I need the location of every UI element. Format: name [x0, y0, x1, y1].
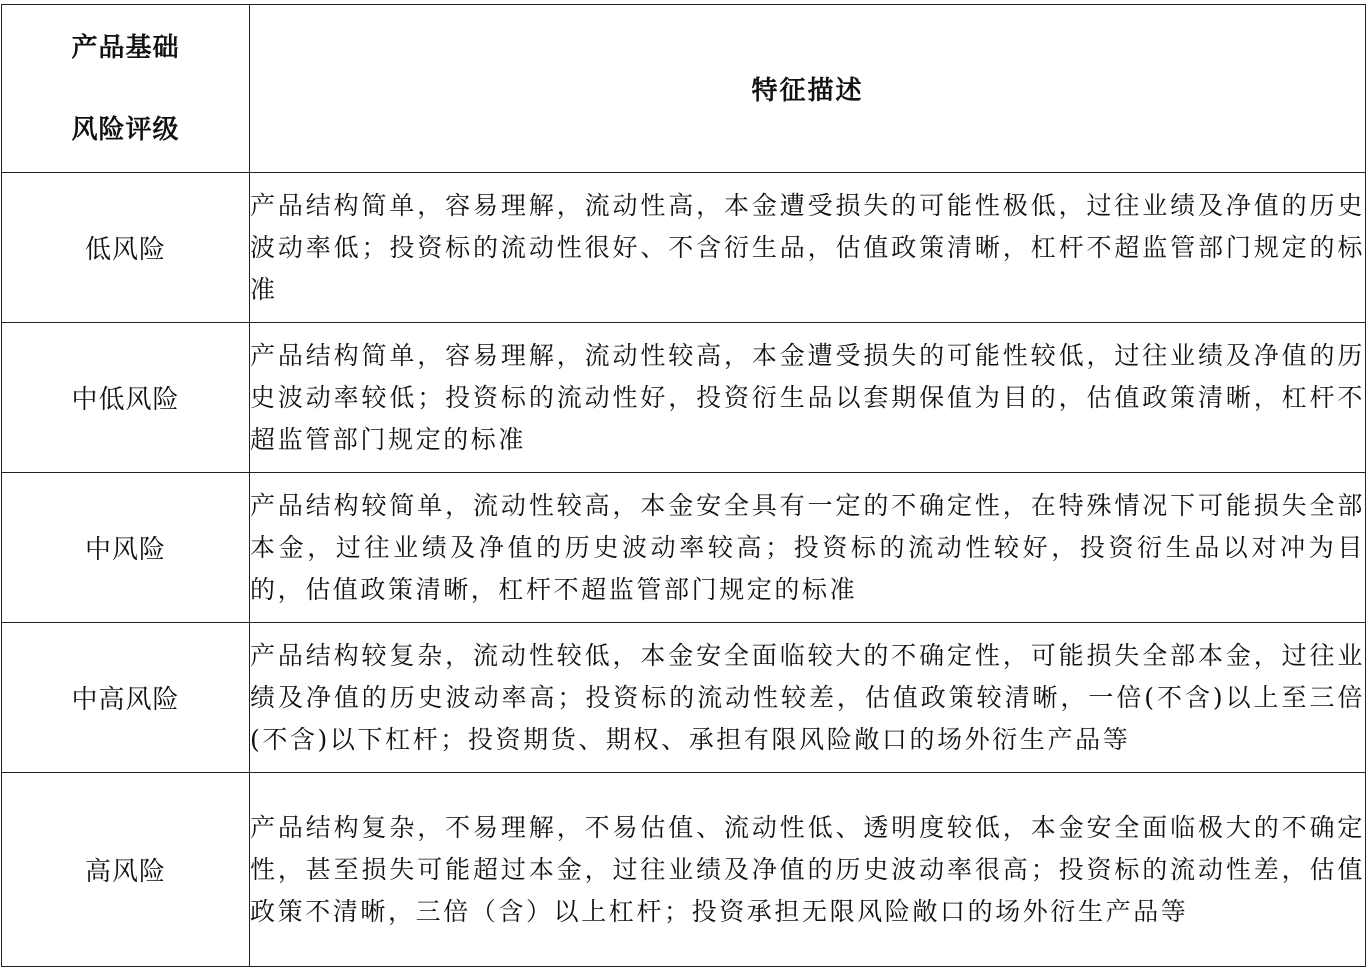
table-row-low-risk — [2, 173, 1366, 323]
risk-level-cell: 中高风险 — [2, 623, 250, 773]
table-header-row — [2, 5, 1366, 173]
risk-description-cell: 产品结构简单，容易理解，流动性高，本金遭受损失的可能性极低，过往业绩及净值的历史波动率低；投资标的流动性很好、不含衍生品，估值政策清晰，杠杆不超监管部门规定的标准 — [250, 173, 1366, 323]
risk-level-cell: 中风险 — [2, 473, 250, 623]
risk-description-cell: 产品结构复杂，不易理解，不易估值、流动性低、透明度较低，本金安全面临极大的不确定性，甚至损失可能超过本金，过往业绩及净值的历史波动率很高；投资标的流动性差，估值政策不清晰，三倍（含）以上杠杆；投资承担无限风险敞口的场外衍生产品等 — [250, 773, 1366, 967]
table-row-medium-high-risk — [2, 623, 1366, 773]
header-description: 特征描述 — [250, 5, 1366, 173]
table-row-medium-risk — [2, 473, 1366, 623]
risk-level-cell: 高风险 — [2, 773, 250, 967]
header-risk-level-line2: 风险评级 — [71, 114, 180, 145]
risk-level-cell: 低风险 — [2, 173, 250, 323]
table-row-medium-low-risk — [2, 323, 1366, 473]
header-risk-level-line1: 产品基础 — [71, 32, 180, 63]
risk-level-cell: 中低风险 — [2, 323, 250, 473]
risk-description-cell: 产品结构较复杂，流动性较低，本金安全面临较大的不确定性，可能损失全部本金，过往业绩及净值的历史波动率高；投资标的流动性较差，估值政策较清晰，一倍(不含)以上至三倍(不含)以下杠杆；投资期货、期权、承担有限风险敞口的场外衍生产品等 — [250, 623, 1366, 773]
risk-description-cell: 产品结构较简单，流动性较高，本金安全具有一定的不确定性，在特殊情况下可能损失全部本金，过往业绩及净值的历史波动率较高；投资标的流动性较好，投资衍生品以对冲为目的，估值政策清晰，杠杆不超监管部门规定的标准 — [250, 473, 1366, 623]
header-risk-level — [2, 5, 250, 173]
table-row-high-risk — [2, 773, 1366, 967]
risk-description-cell: 产品结构简单，容易理解，流动性较高，本金遭受损失的可能性较低，过往业绩及净值的历史波动率较低；投资标的流动性好，投资衍生品以套期保值为目的，估值政策清晰，杠杆不超监管部门规定的标准 — [250, 323, 1366, 473]
risk-rating-table — [1, 4, 1366, 967]
